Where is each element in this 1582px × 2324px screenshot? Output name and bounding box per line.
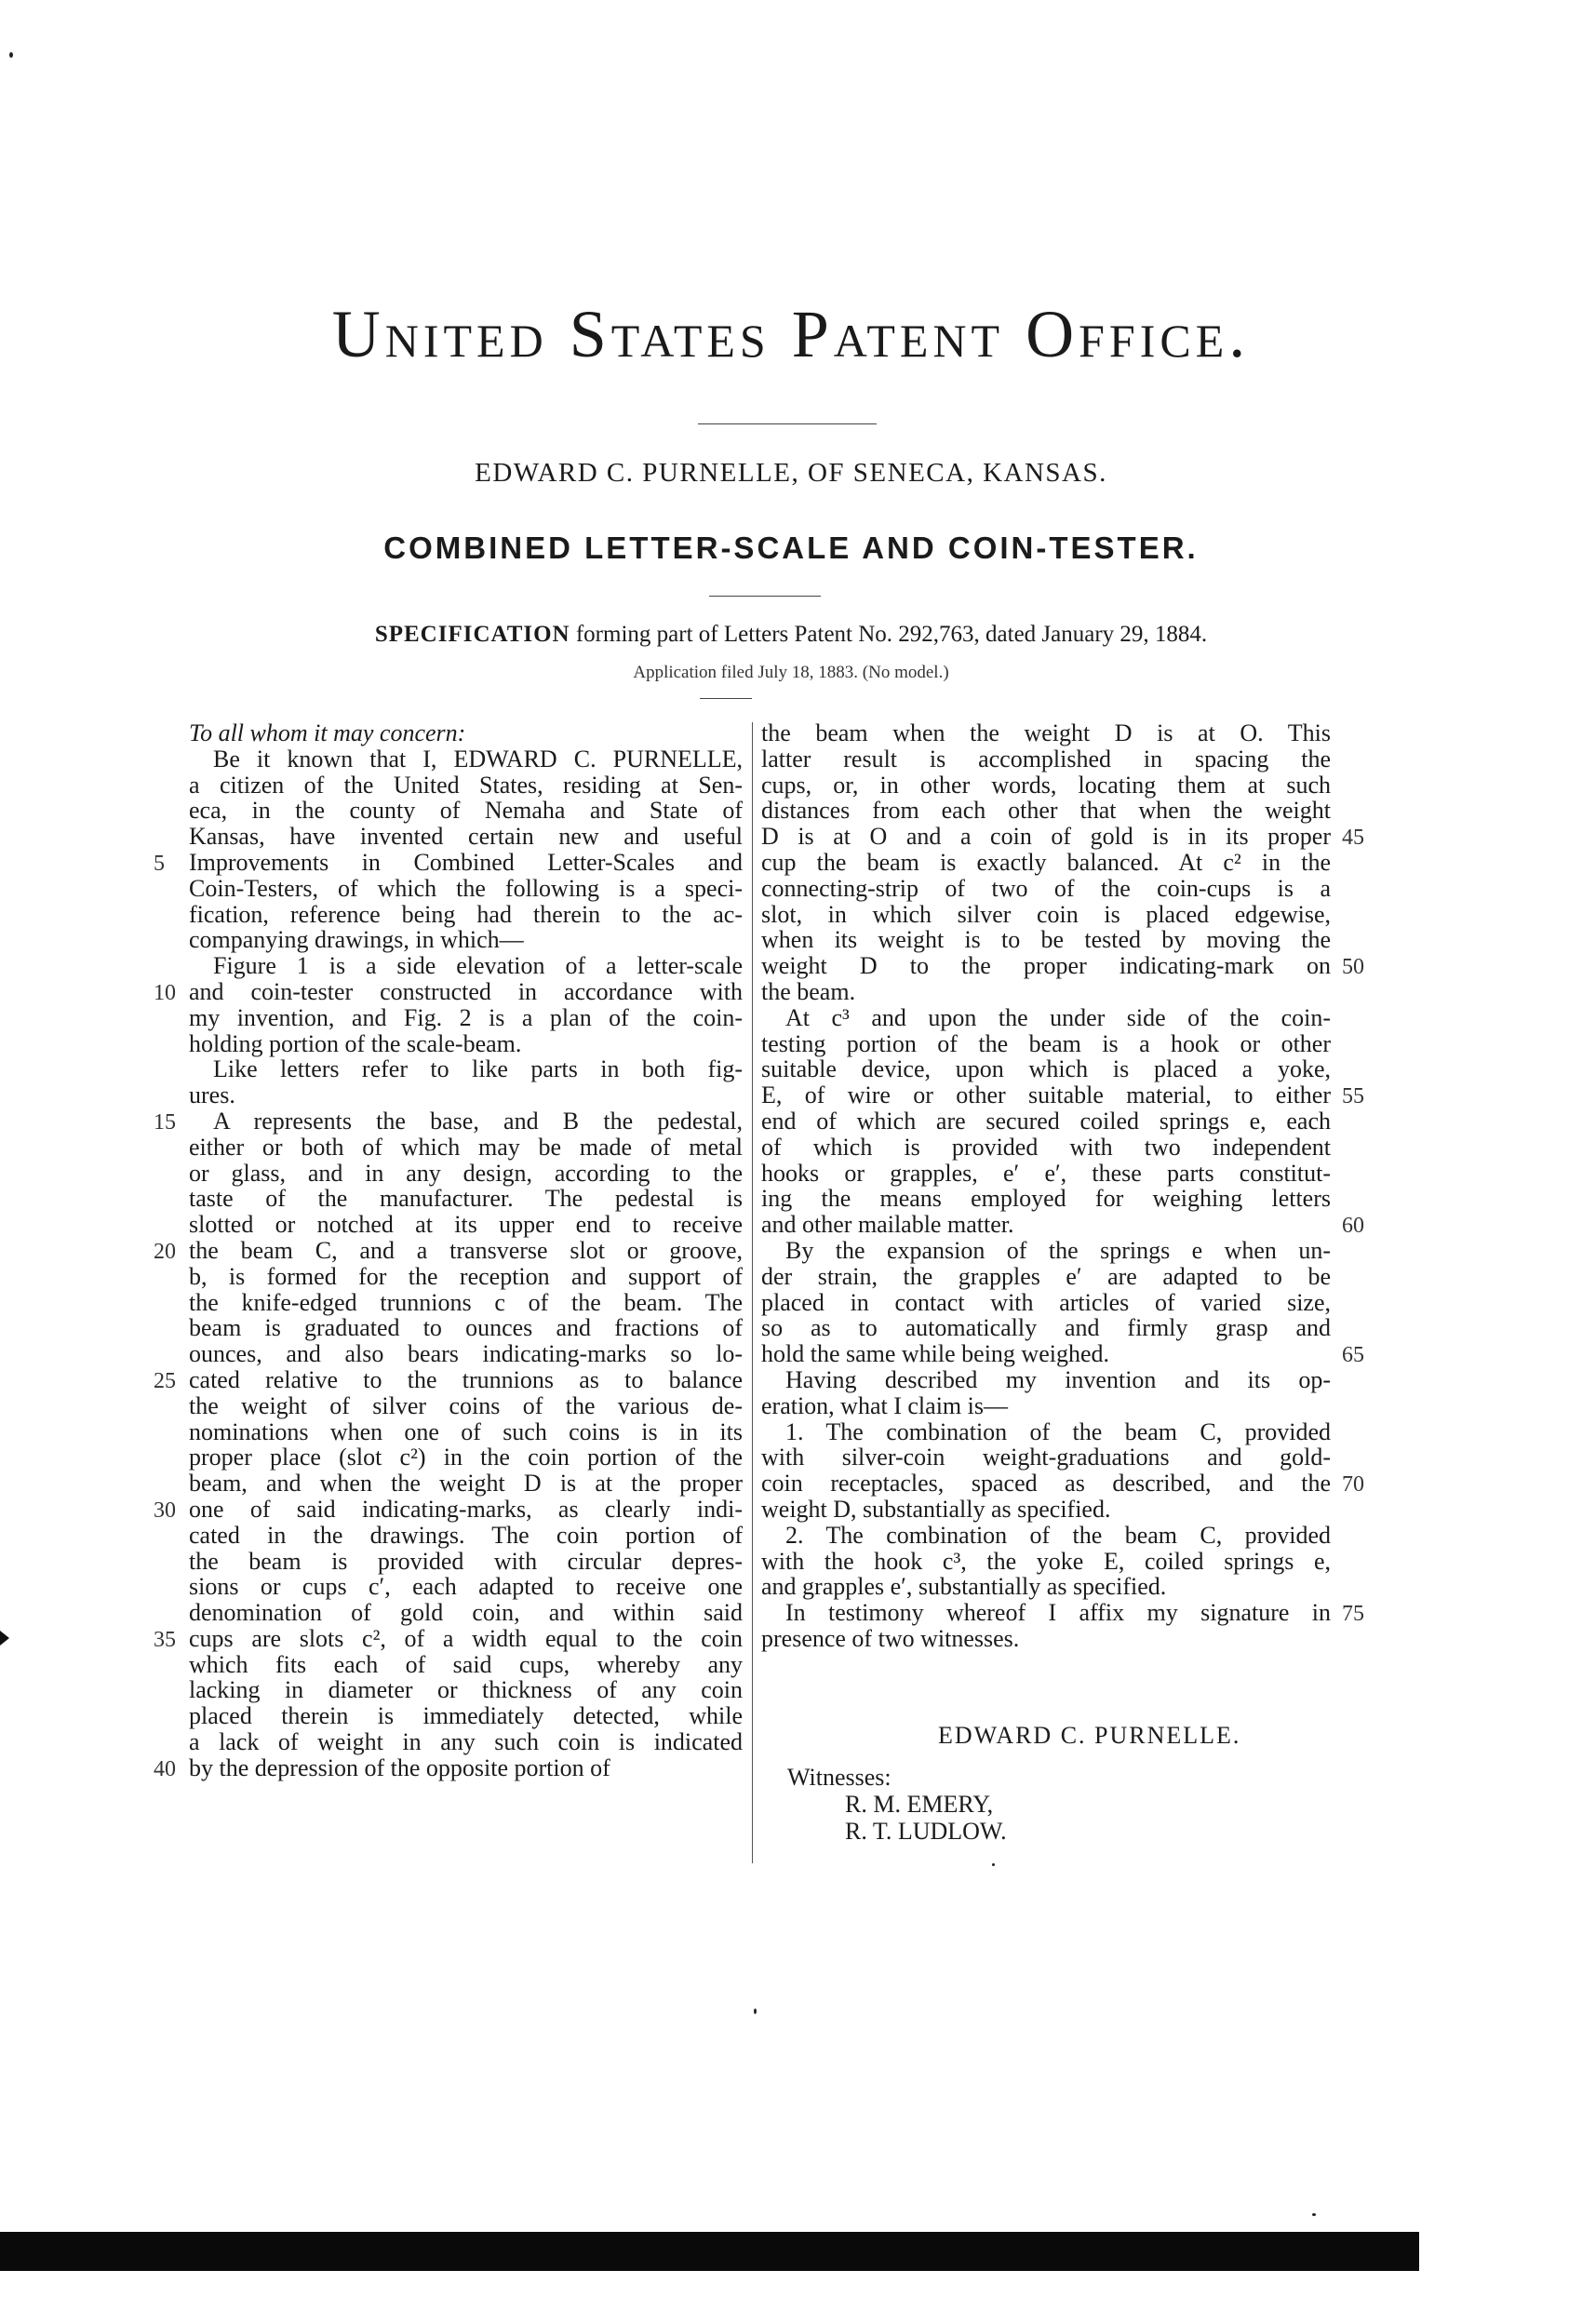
text-line: companying drawings, in which— (189, 926, 524, 954)
text-line: Be it known that I, EDWARD C. PURNELLE, (213, 745, 743, 772)
text-line: cated in the drawings. The coin portion of (189, 1521, 743, 1549)
text-line: ing the means employed for weighing letters (761, 1185, 1331, 1213)
text-line: suitable device, upon which is placed a yoke, (761, 1055, 1331, 1083)
text-line: sions or cups c′, each adapted to receive one (189, 1573, 743, 1601)
text-line: the knife-edged trunnions c of the beam. The (189, 1288, 743, 1316)
text-line: eration, what I claim is— (761, 1391, 1008, 1419)
text-line: Figure 1 is a side elevation of a letter-scale (213, 952, 743, 980)
text-line: end of which are secured coiled springs e, each (761, 1107, 1331, 1135)
text-line: E, of wire or other suitable material, to either (761, 1081, 1331, 1109)
text-line: cup the beam is exactly balanced. At c² in the (761, 848, 1331, 876)
text-line: 2. The combination of the beam C, provided (785, 1521, 1331, 1549)
line-number: 70 (1342, 1472, 1364, 1498)
scan-speck (754, 2008, 757, 2014)
text-line: the beam is provided with circular depres- (189, 1547, 743, 1575)
specification-line (0, 622, 1582, 648)
text-line: holding portion of the scale-beam. (189, 1029, 522, 1057)
spec-label: SPECIFICATION (374, 622, 570, 647)
text-line: with the hook c³, the yoke E, coiled springs e, (761, 1547, 1331, 1575)
text-line: and other mailable matter. (761, 1211, 1014, 1239)
text-line: cated relative to the trunnions as to balance (189, 1365, 743, 1393)
text-line: latter result is accomplished in spacing the (761, 745, 1331, 772)
line-number: 75 (1342, 1602, 1364, 1627)
text-line: hold the same while being weighed. (761, 1340, 1110, 1368)
text-line: and grapples e′, substantially as specified. (761, 1573, 1167, 1601)
text-line: weight D, substantially as specified. (761, 1495, 1111, 1523)
line-number: 5 (154, 852, 165, 876)
text-line: placed therein is immediately detected, while (189, 1702, 743, 1730)
text-line: D is at O and a coin of gold is in its proper (761, 823, 1331, 851)
line-number: 50 (1342, 955, 1364, 980)
text-line: placed in contact with articles of varied size, (761, 1288, 1331, 1316)
scan-speck (992, 1863, 995, 1866)
text-line: nominations when one of such coins is in its (189, 1417, 743, 1445)
title-rule (698, 423, 877, 424)
text-line: which fits each of said cups, whereby any (189, 1650, 743, 1678)
text-line: the beam. (761, 977, 856, 1005)
text-line: By the expansion of the springs e when un- (785, 1236, 1331, 1264)
line-number: 55 (1342, 1084, 1364, 1109)
text-line: the weight of silver coins of the various de- (189, 1391, 743, 1419)
witnesses-label: Witnesses: (787, 1764, 892, 1791)
line-number: 15 (154, 1110, 176, 1135)
text-line: taste of the manufacturer. The pedestal is (189, 1185, 743, 1213)
text-line: denomination of gold coin, and within said (189, 1599, 743, 1627)
text-line: eca, in the county of Nemaha and State of (189, 797, 743, 825)
line-number: 35 (154, 1628, 176, 1652)
right-column (761, 720, 1331, 1652)
text-line: At c³ and upon the under side of the coin- (785, 1003, 1331, 1031)
text-line: coin receptacles, spaced as described, and the (761, 1470, 1331, 1498)
text-line: presence of two witnesses. (761, 1624, 1020, 1652)
line-number: 45 (1342, 826, 1364, 851)
line-number: 25 (154, 1369, 176, 1393)
line-number: 60 (1342, 1214, 1364, 1239)
text-line: hooks or grapples, e′ e′, these parts constitut- (761, 1159, 1331, 1187)
text-line: fication, reference being had therein to the ac- (189, 900, 743, 928)
scan-bottom-bar (0, 2232, 1419, 2271)
column-divider (752, 722, 753, 1863)
text-line: one of said indicating-marks, as clearly indi- (189, 1495, 743, 1523)
line-number: 10 (154, 981, 176, 1005)
text-line: lacking in diameter or thickness of any coin (189, 1676, 743, 1704)
spec-details: forming part of Letters Patent No. 292,763, dated January 29, 1884. (575, 622, 1208, 647)
text-line: beam is graduated to ounces and fractions of (189, 1314, 743, 1342)
text-line: der strain, the grapples e′ are adapted to be (761, 1262, 1331, 1290)
text-line: of which is provided with two independent (761, 1133, 1331, 1161)
text-line: b, is formed for the reception and support of (189, 1262, 743, 1290)
text-line: Improvements in Combined Letter-Scales and (189, 848, 743, 876)
witness-name: R. M. EMERY, (845, 1791, 994, 1818)
text-line: Having described my invention and its op- (785, 1365, 1331, 1393)
text-line: Coin-Testers, of which the following is a speci- (189, 874, 743, 902)
text-line: a citizen of the United States, residing at Sen- (189, 771, 743, 799)
text-line: cups, or, in other words, locating them at such (761, 771, 1331, 799)
text-line: connecting-strip of two of the coin-cups is a (761, 874, 1331, 902)
left-column (189, 720, 743, 1781)
text-line: the beam when the weight D is at O. This (761, 719, 1331, 746)
text-line: In testimony whereof I affix my signature in (785, 1599, 1331, 1627)
text-line: cups are slots c², of a width equal to the coin (189, 1624, 743, 1652)
line-number: 30 (154, 1498, 176, 1523)
office-title: United States Patent Office. (331, 297, 1251, 371)
text-line: so as to automatically and firmly grasp and (761, 1314, 1331, 1342)
margin-arrow-icon (0, 1631, 9, 1646)
text-line: either or both of which may be made of metal (189, 1133, 743, 1161)
text-line: or glass, and in any design, according to the (189, 1159, 743, 1187)
text-line: 1. The combination of the beam C, provided (785, 1417, 1331, 1445)
text-line: Kansas, have invented certain new and useful (189, 823, 743, 851)
scan-speck (9, 52, 13, 58)
text-line: ures. (189, 1081, 235, 1109)
scan-speck (1312, 2213, 1316, 2216)
text-line: by the depression of the opposite portion of (189, 1753, 610, 1781)
text-line: Like letters refer to like parts in both fig- (213, 1055, 743, 1083)
short-rule (700, 698, 752, 699)
text-line: beam, and when the weight D is at the proper (189, 1470, 743, 1498)
application-line: Application filed July 18, 1883. (No model.) (633, 663, 949, 682)
witness-name: R. T. LUDLOW. (845, 1818, 1007, 1845)
inventor-line: EDWARD C. PURNELLE, OF SENECA, KANSAS. (475, 458, 1107, 488)
text-line: To all whom it may concern: (189, 719, 466, 746)
text-line: the beam C, and a transverse slot or groove, (189, 1236, 743, 1264)
signature: EDWARD C. PURNELLE. (938, 1722, 1241, 1749)
text-line: with silver-coin weight-graduations and gold- (761, 1444, 1331, 1471)
section-rule (709, 596, 821, 597)
text-line: ounces, and also bears indicating-marks so lo- (189, 1340, 743, 1368)
text-line: when its weight is to be tested by moving the (761, 926, 1331, 954)
line-number: 20 (154, 1240, 176, 1264)
text-line: testing portion of the beam is a hook or other (761, 1029, 1331, 1057)
text-line: slot, in which silver coin is placed edgewise, (761, 900, 1331, 928)
line-number: 65 (1342, 1343, 1364, 1368)
text-line: and coin-tester constructed in accordance with (189, 977, 743, 1005)
text-line: A represents the base, and B the pedestal, (213, 1107, 743, 1135)
text-line: slotted or notched at its upper end to receive (189, 1211, 743, 1239)
text-line: a lack of weight in any such coin is indicated (189, 1728, 743, 1756)
text-line: my invention, and Fig. 2 is a plan of the coin- (189, 1003, 743, 1031)
invention-title: COMBINED LETTER-SCALE AND COIN-TESTER. (383, 531, 1199, 565)
text-line: proper place (slot c²) in the coin portion of the (189, 1444, 743, 1471)
text-line: weight D to the proper indicating-mark on (761, 952, 1331, 980)
text-line: distances from each other that when the weight (761, 797, 1331, 825)
line-number: 40 (154, 1757, 176, 1781)
